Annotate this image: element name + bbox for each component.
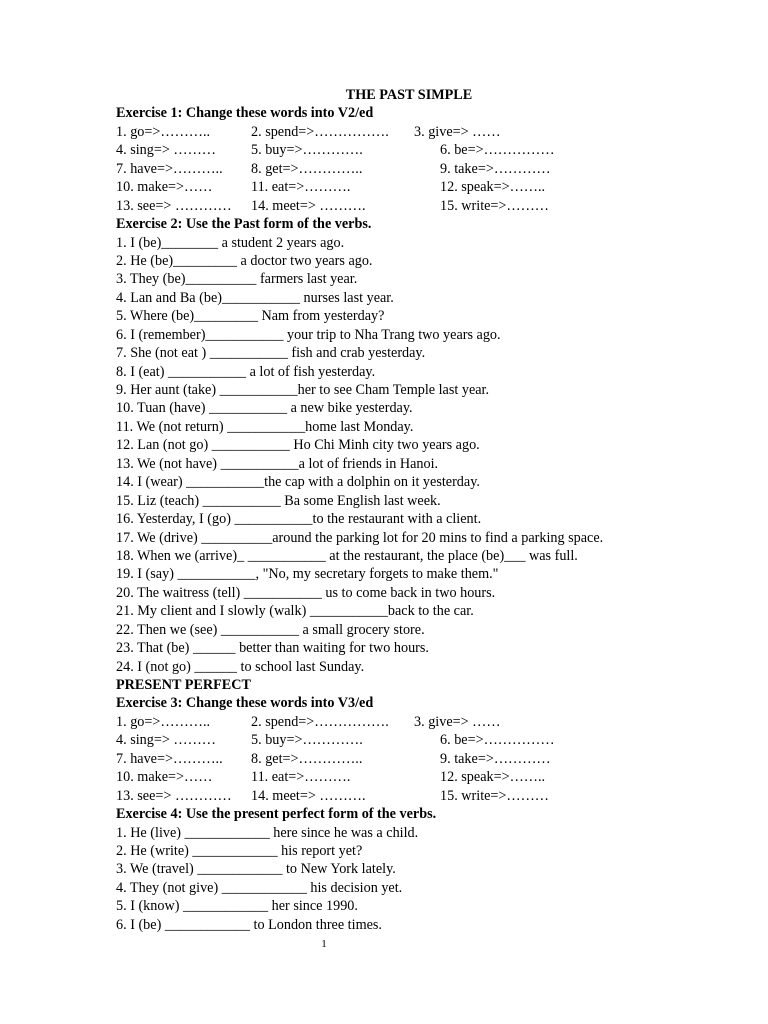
exercise-item: 3. We (travel) ____________ to New York lately.: [116, 861, 396, 878]
exercise-item: 4. Lan and Ba (be)___________ nurses last year.: [116, 289, 394, 306]
verb-item: 15. write=>………: [440, 787, 549, 804]
exercise-item: 11. We (not return) ___________home last Monday.: [116, 418, 414, 435]
verb-item: 3. give=> ……: [414, 713, 501, 730]
exercise-item: 22. Then we (see) ___________ a small grocery store.: [116, 621, 425, 638]
verb-grid-row: [116, 123, 676, 141]
exercise-item: 2. He (be)_________ a doctor two years ago.: [116, 252, 373, 269]
verb-item: 9. take=>…………: [440, 750, 551, 767]
verb-item: 2. spend=>…………….: [251, 123, 389, 140]
verb-grid-row: [116, 768, 676, 786]
exercise-item: 14. I (wear) ___________the cap with a dolphin on it yesterday.: [116, 474, 480, 491]
exercise-2-heading: Exercise 2: Use the Past form of the verbs.: [116, 216, 372, 233]
exercise-item: 23. That (be) ______ better than waiting for two hours.: [116, 640, 429, 657]
exercise-item: 4. They (not give) ____________ his decision yet.: [116, 879, 403, 896]
exercise-item: 20. The waitress (tell) ___________ us to come back in two hours.: [116, 584, 496, 601]
verb-item: 12. speak=>……..: [440, 769, 546, 786]
verb-item: 14. meet=> ……….: [251, 787, 366, 804]
exercise-1-verb-grid: [116, 123, 676, 215]
exercise-item: 3. They (be)__________ farmers last year.: [116, 271, 358, 288]
verb-item: 13. see=> …………: [116, 787, 232, 804]
verb-item: 11. eat=>……….: [251, 769, 351, 786]
exercise-item: 24. I (not go) ______ to school last Sunday.: [116, 658, 365, 675]
exercise-item: 5. I (know) ____________ her since 1990.: [116, 898, 358, 915]
exercise-item: 1. He (live) ____________ here since he was a child.: [116, 824, 419, 841]
verb-item: 8. get=>…………..: [251, 750, 363, 767]
verb-item: 11. eat=>……….: [251, 179, 351, 196]
exercise-item: 15. Liz (teach) ___________ Ba some English last week.: [116, 492, 441, 509]
verb-item: 8. get=>…………..: [251, 160, 363, 177]
verb-item: 12. speak=>……..: [440, 179, 546, 196]
exercise-item: 10. Tuan (have) ___________ a new bike yesterday.: [116, 400, 413, 417]
verb-item: 7. have=>………..: [116, 750, 223, 767]
verb-item: 1. go=>………..: [116, 123, 211, 140]
document-title: THE PAST SIMPLE: [345, 87, 473, 103]
worksheet-page: [116, 86, 676, 934]
verb-grid-row: [116, 197, 676, 215]
verb-item: 3. give=> ……: [414, 123, 501, 140]
verb-item: 4. sing=> ………: [116, 142, 216, 159]
exercise-item: 19. I (say) ___________, "No, my secretary forgets to make them.": [116, 566, 499, 583]
verb-item: 10. make=>……: [116, 769, 213, 786]
exercise-item: 17. We (drive) __________around the parking lot for 20 mins to find a parking space.: [116, 529, 604, 546]
exercise-item: 5. Where (be)_________ Nam from yesterday?: [116, 308, 385, 325]
page-number: 1: [321, 938, 327, 950]
exercise-item: 2. He (write) ____________ his report yet?: [116, 842, 363, 859]
exercise-item: 6. I (be) ____________ to London three times.: [116, 916, 382, 933]
exercise-item: 18. When we (arrive)_ ___________ at the restaurant, the place (be)___ was full.: [116, 547, 578, 564]
verb-item: 5. buy=>………….: [251, 142, 363, 159]
verb-grid-row: [116, 141, 676, 159]
exercise-item: 12. Lan (not go) ___________ Ho Chi Minh city two years ago.: [116, 437, 480, 454]
exercise-item: 7. She (not eat ) ___________ fish and crab yesterday.: [116, 345, 426, 362]
exercise-item: 8. I (eat) ___________ a lot of fish yesterday.: [116, 363, 376, 380]
exercise-item: 16. Yesterday, I (go) ___________to the restaurant with a client.: [116, 511, 482, 528]
present-perfect-heading: PRESENT PERFECT: [116, 677, 251, 693]
verb-item: 1. go=>………..: [116, 713, 211, 730]
exercise-2-list: [116, 234, 676, 677]
verb-grid-row: [116, 787, 676, 805]
exercise-1-heading: Exercise 1: Change these words into V2/ed: [116, 105, 374, 122]
exercise-item: 6. I (remember)___________ your trip to Nha Trang two years ago.: [116, 326, 501, 343]
verb-item: 15. write=>………: [440, 197, 549, 214]
verb-item: 7. have=>………..: [116, 160, 223, 177]
verb-grid-row: [116, 713, 676, 731]
verb-item: 14. meet=> ……….: [251, 197, 366, 214]
verb-item: 6. be=>……………: [440, 142, 555, 159]
verb-item: 5. buy=>………….: [251, 732, 363, 749]
verb-item: 2. spend=>…………….: [251, 713, 389, 730]
verb-grid-row: [116, 750, 676, 768]
exercise-3-heading: Exercise 3: Change these words into V3/ed: [116, 695, 374, 712]
verb-item: 13. see=> …………: [116, 197, 232, 214]
exercise-3-verb-grid: [116, 713, 676, 805]
exercise-4-list: [116, 824, 676, 935]
exercise-item: 21. My client and I slowly (walk) ___________back to the car.: [116, 603, 474, 620]
exercise-item: 1. I (be)________ a student 2 years ago.: [116, 234, 345, 251]
verb-item: 9. take=>…………: [440, 160, 551, 177]
exercise-4-heading: Exercise 4: Use the present perfect form of the verbs.: [116, 806, 437, 823]
exercise-item: 13. We (not have) ___________a lot of friends in Hanoi.: [116, 455, 439, 472]
verb-grid-row: [116, 178, 676, 196]
verb-grid-row: [116, 160, 676, 178]
verb-item: 10. make=>……: [116, 179, 213, 196]
verb-item: 6. be=>……………: [440, 732, 555, 749]
verb-item: 4. sing=> ………: [116, 732, 216, 749]
verb-grid-row: [116, 731, 676, 749]
exercise-item: 9. Her aunt (take) ___________her to see Cham Temple last year.: [116, 382, 490, 398]
